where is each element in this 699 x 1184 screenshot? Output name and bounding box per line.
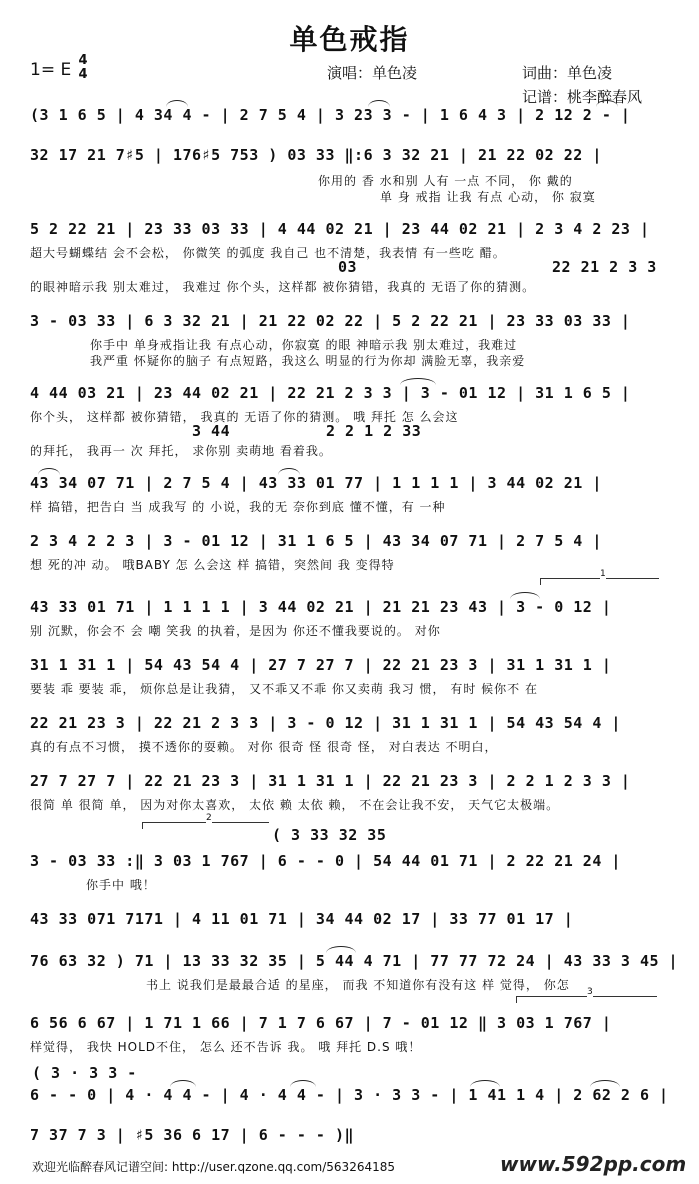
volta-number-2: 2 [206,813,212,823]
lyric-line: 你手中 单身戒指让我 有点心动，你寂寞 的眼 神暗示我 别太难过，我难过 [90,338,518,352]
notation-line: 2 2 1 2 33 [326,422,422,440]
lyric-line: 很简 单 很简 单， 因为对你太喜欢， 太依 赖 太依 赖， 不在会让我不安， 天气它太极端。 [30,798,560,812]
footer-logo: www.592pp.com [500,1152,687,1176]
singer-credit: 演唱：单色凌 [327,64,418,82]
lyric-line: 你用的 香 水和别 人有 一点 不同， 你 戴的 [318,174,573,188]
volta-bracket-3 [516,987,657,1003]
lyric-line: 想 死的冲 动。 哦BABY 怎 么会这 样 搞错，突然间 我 变得特 [30,558,395,572]
lyric-line: 的眼神暗示我 别太难过， 我难过 你个头，这样都 被你猜错，我真的 无语了你的猜测。 [30,280,536,294]
notation-line: 3 44 [192,422,231,440]
notation-line: 5 2 22 21 | 23 33 03 33 | 4 44 02 21 | 23 44 02 21 | 2 3 4 2 23 | [30,220,650,238]
notation-line: 3 - 03 33 | 6 3 32 21 | 21 22 02 22 | 5 2 22 21 | 23 33 03 33 | [30,312,631,330]
slur-mark [596,100,618,107]
time-signature [76,54,90,82]
lyric-line: 单 身 戒指 让我 有点 心动， 你 寂寞 [380,190,596,204]
notation-line: 76 63 32 ) 71 | 13 33 32 35 | 5 44 4 71 | 77 77 72 24 | 43 33 3 45 | [30,952,679,970]
slur-mark [400,378,436,385]
notation-line: 22 21 2 3 3 [552,258,657,276]
lyric-line: 真的有点不习惯， 摸不透你的耍赖。 对你 很奇 怪 很奇 怪， 对白表达 不明白， [30,740,498,754]
time-signature-top: 4 [78,53,88,68]
notation-line: 43 33 071 7171 | 4 11 01 71 | 34 44 02 17 | 33 77 01 17 | [30,910,574,928]
lyric-line: 的拜托， 我再一 次 拜托， 求你别 卖萌地 看着我。 [30,444,332,458]
notation-line: 43 34 07 71 | 2 7 5 4 | 43 33 01 77 | 1 1 1 1 | 3 44 02 21 | [30,474,602,492]
slur-mark [470,1080,500,1087]
notation-line: ( 3 33 32 35 [272,826,387,844]
lyric-line: 你个头， 这样都 被你猜错， 我真的 无语了你的猜测。 哦 拜托 怎 么会这 [30,410,459,424]
notation-line: 2 3 4 2 2 3 | 3 - 01 12 | 31 1 6 5 | 43 34 07 71 | 2 7 5 4 | [30,532,602,550]
notation-line: 6 56 6 67 | 1 71 1 66 | 7 1 7 6 67 | 7 - 01 12 ‖ 3 03 1 767 | [30,1014,612,1032]
transcriber-credit: 记谱：桃李醉春风 [522,88,643,106]
notation-line: 7 37 7 3 | ♯5 36 6 17 | 6 - - - )‖ [30,1126,355,1144]
notation-line: 32 17 21 7♯5 | 176♯5 753 ) 03 33 ‖:6 3 32 21 | 21 22 02 22 | [30,146,602,164]
notation-line: 43 33 01 71 | 1 1 1 1 | 3 44 02 21 | 21 21 23 43 | 3 - 0 12 | [30,598,612,616]
notation-line: 27 7 27 7 | 22 21 23 3 | 31 1 31 1 | 22 21 23 3 | 2 2 1 2 3 3 | [30,772,631,790]
volta-bracket-1 [540,569,659,585]
notation-line: 6 - - 0 | 4 · 4 4 - | 4 · 4 4 - | 3 · 3 3 - | 1 41 1 4 | 2 62 2 6 | [30,1086,669,1104]
lyric-line: 书上 说我们是最最合适 的星座， 而我 不知道你有没有这 样 觉得， 你怎 [146,978,570,992]
slur-mark [38,468,60,475]
slur-mark [278,468,300,475]
notation-line: ( 3 · 3 3 - [32,1064,137,1082]
lyric-line: 样觉得， 我快 HOLD不住， 怎么 还不告诉 我。 哦 拜托 D.S 哦！ [30,1040,422,1054]
lyric-line: 样 搞错，把告白 当 成我写 的 小说，我的无 奈你到底 懂不懂，有 一种 [30,500,446,514]
notation-line: (3 1 6 5 | 4 34 4 - | 2 7 5 4 | 3 23 3 - | 1 6 4 3 | 2 12 2 - | [30,106,631,124]
key-signature: 1= E [30,60,72,80]
slur-mark [170,1080,196,1087]
slur-mark [166,100,188,107]
volta-bracket-2 [142,813,269,829]
slur-mark [510,592,540,599]
volta-number-3: 3 [587,987,593,997]
notation-line: 31 1 31 1 | 54 43 54 4 | 27 7 27 7 | 22 21 23 3 | 31 1 31 1 | [30,656,612,674]
slur-mark [326,946,356,953]
lyric-line: 要装 乖 要装 乖， 烦你总是让我猜， 又不乖又不乖 你又卖萌 我习 惯， 有时 候你不 在 [30,682,538,696]
lyric-line: 超大号蝴蝶结 会不会松， 你微笑 的弧度 我自己 也不清楚，我表情 有一些吃 醋。 [30,246,506,260]
footer-website-text: 欢迎光临醉春风记谱空间: http://user.qzone.qq.com/563264185 [32,1160,396,1174]
slur-mark [590,1080,620,1087]
song-title: 单色戒指 [289,23,410,56]
slur-mark [290,1080,316,1087]
lyric-line: 别 沉默，你会不 会 嘲 笑我 的执着，是因为 你还不懂我要说的。 对你 [30,624,441,638]
lyric-line: 我严重 怀疑你的脑子 有点短路，我这么 明显的行为你却 满脸无辜，我亲爱 [90,354,526,368]
notation-line: 03 [338,258,358,276]
notation-line: 4 44 03 21 | 23 44 02 21 | 22 21 2 3 3 | 3 - 01 12 | 31 1 6 5 | [30,384,631,402]
time-signature-bottom: 4 [78,67,88,82]
notation-line: 22 21 23 3 | 22 21 2 3 3 | 3 - 0 12 | 31 1 31 1 | 54 43 54 4 | [30,714,621,732]
lyric-line: 你手中 哦！ [86,878,156,892]
notation-line: 3 - 03 33 :‖ 3 03 1 767 | 6 - - 0 | 54 44 01 71 | 2 22 21 24 | [30,852,621,870]
volta-number-1: 1 [600,569,606,579]
composer-credit: 词曲：单色凌 [522,64,613,82]
slur-mark [368,100,390,107]
